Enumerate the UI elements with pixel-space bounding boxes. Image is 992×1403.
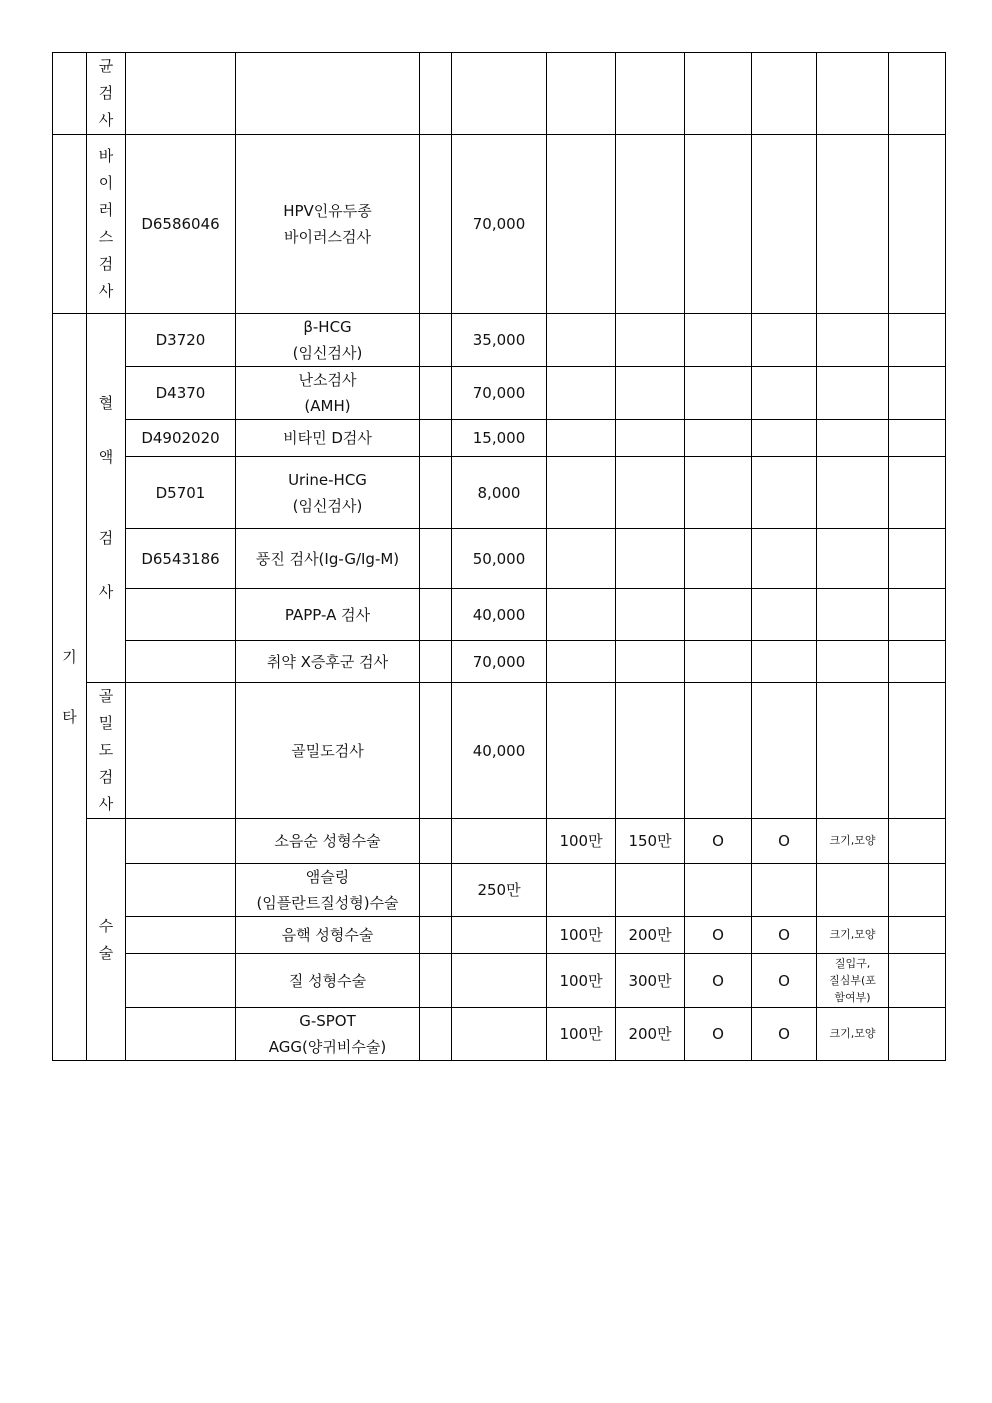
table-row <box>53 641 946 683</box>
section-surgery-label: 수 술 <box>87 819 126 1061</box>
table-row <box>53 864 946 917</box>
price-cell: 70,000 <box>452 367 547 420</box>
item-name: 음핵 성형수술 <box>236 917 420 954</box>
item-name: 비타민 D검사 <box>236 420 420 457</box>
section-blood-label: 혈 액 검 사 <box>87 314 126 683</box>
price-cell: 250만 <box>452 864 547 917</box>
section-bone-label: 골밀도검사 <box>87 683 126 819</box>
table-row <box>53 1008 946 1061</box>
table-row <box>53 819 946 864</box>
item-name: 질 성형수술 <box>236 954 420 1008</box>
item-name: 앰슬링 (임플란트질성형)수술 <box>236 864 420 917</box>
item-name: 소음순 성형수술 <box>236 819 420 864</box>
code-cell <box>126 641 236 683</box>
price-cell: 70,000 <box>452 135 547 314</box>
price-cell: 35,000 <box>452 314 547 367</box>
section-other-label: 기 타 <box>53 314 87 1061</box>
fee-table <box>52 52 946 1061</box>
code-cell: D3720 <box>126 314 236 367</box>
table-row <box>53 954 946 1008</box>
note-cell: 크기,모양 <box>817 819 889 864</box>
code-cell: D6543186 <box>126 529 236 589</box>
table-row <box>53 683 946 819</box>
check-mark: O <box>752 954 817 1008</box>
code-cell <box>126 683 236 819</box>
price-cell: 40,000 <box>452 683 547 819</box>
item-name: 풍진 검사(Ig-G/Ig-M) <box>236 529 420 589</box>
item-name: G-SPOT AGG(양귀비수술) <box>236 1008 420 1061</box>
section-fungus-label: 균검사 <box>87 53 126 135</box>
table-row <box>53 367 946 420</box>
max-price: 200만 <box>616 917 685 954</box>
note-cell: 크기,모양 <box>817 917 889 954</box>
section-virus-label: 바이러스검사 <box>87 135 126 314</box>
code-cell: D6586046 <box>126 135 236 314</box>
check-mark: O <box>752 1008 817 1061</box>
check-mark: O <box>685 954 752 1008</box>
price-cell: 50,000 <box>452 529 547 589</box>
item-name: 골밀도검사 <box>236 683 420 819</box>
price-cell: 70,000 <box>452 641 547 683</box>
note-cell: 크기,모양 <box>817 1008 889 1061</box>
code-cell <box>126 589 236 641</box>
table-row <box>53 457 946 529</box>
price-cell: 40,000 <box>452 589 547 641</box>
price-cell: 8,000 <box>452 457 547 529</box>
table-row <box>53 917 946 954</box>
code-cell: D4902020 <box>126 420 236 457</box>
check-mark: O <box>685 1008 752 1061</box>
table-row <box>53 420 946 457</box>
item-name: HPV인유두종 바이러스검사 <box>236 135 420 314</box>
table-row <box>53 135 946 314</box>
item-name: PAPP-A 검사 <box>236 589 420 641</box>
max-price: 300만 <box>616 954 685 1008</box>
item-name: Urine-HCG (임신검사) <box>236 457 420 529</box>
table-row <box>53 589 946 641</box>
item-name: β-HCG (임신검사) <box>236 314 420 367</box>
item-name: 난소검사 (AMH) <box>236 367 420 420</box>
check-mark: O <box>752 819 817 864</box>
table-row <box>53 53 946 135</box>
code-cell: D4370 <box>126 367 236 420</box>
min-price: 100만 <box>547 819 616 864</box>
min-price: 100만 <box>547 954 616 1008</box>
max-price: 200만 <box>616 1008 685 1061</box>
table-row <box>53 314 946 367</box>
max-price: 150만 <box>616 819 685 864</box>
check-mark: O <box>685 819 752 864</box>
table-row <box>53 529 946 589</box>
check-mark: O <box>685 917 752 954</box>
min-price: 100만 <box>547 1008 616 1061</box>
note-cell: 질입구, 질심부(포 함여부) <box>817 954 889 1008</box>
price-cell: 15,000 <box>452 420 547 457</box>
check-mark: O <box>752 917 817 954</box>
code-cell: D5701 <box>126 457 236 529</box>
min-price: 100만 <box>547 917 616 954</box>
item-name: 취약 X증후군 검사 <box>236 641 420 683</box>
